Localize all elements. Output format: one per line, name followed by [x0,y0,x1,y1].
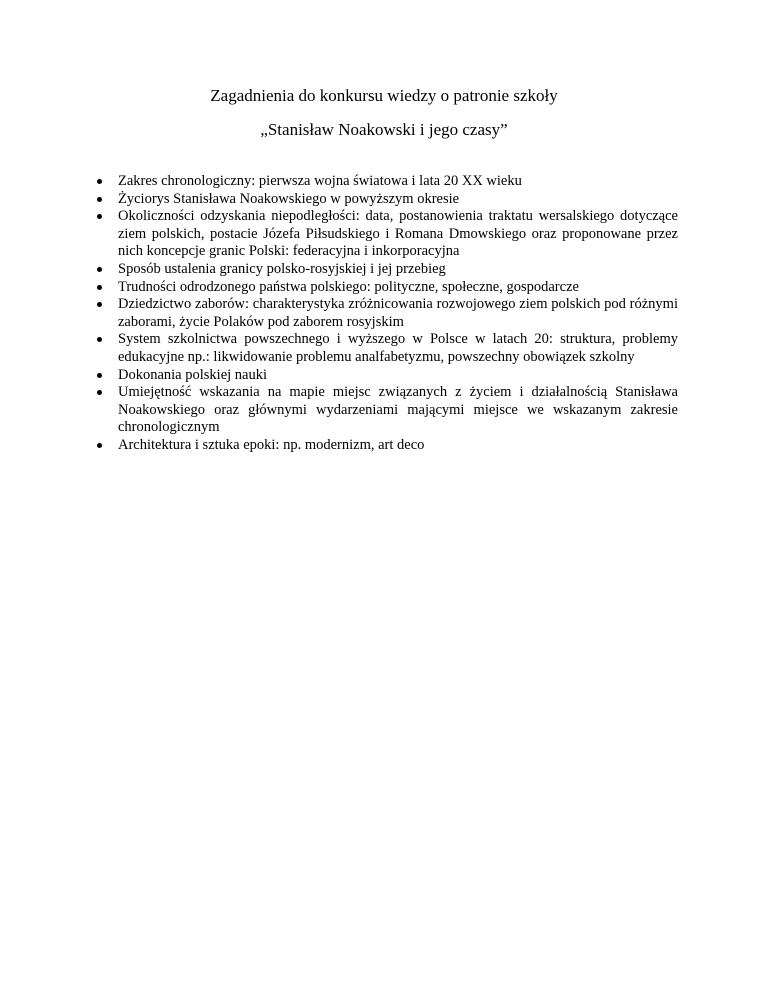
list-item-text: System szkolnictwa powszechnego i wyższego w Polsce w latach 20: struktura, problemy edukacyjne np.: likwidowanie problemu analfabetyzmu, powszechny obowiązek szkolny [118,331,678,365]
list-item-text: Architektura i sztuka epoki: np. modernizm, art deco [118,436,425,453]
list-item [118,437,678,455]
topics-list [118,173,678,455]
list-item-text: Okoliczności odzyskania niepodległości: data, postanowienia traktatu wersalskiego dotyczące ziem polskich, postacie Józefa Piłsudskiego i Romana Dmowskiego oraz proponowane przez nich koncepcje granic Polski: federacyjna i inkorporacyjna [118,208,678,260]
bullet-icon [97,197,102,202]
bullet-icon [97,373,102,378]
bullet-icon [97,267,102,272]
document-subtitle: „Stanisław Noakowski i jego czasy” [260,120,508,139]
bullet-icon [97,337,102,342]
document-title: Zagadnienia do konkursu wiedzy o patronie szkoły [210,86,558,105]
list-item-text: Umiejętność wskazania na mapie miejsc związanych z życiem i działalnością Stanisława Noakowskiego oraz głównymi wydarzeniami mającymi miejsce we wskazanym zakresie chronologicznym [118,384,678,436]
list-item-text: Trudności odrodzonego państwa polskiego: polityczne, społeczne, gospodarcze [118,278,579,295]
list-item [118,331,678,366]
list-item-text: Zakres chronologiczny: pierwsza wojna światowa i lata 20 XX wieku [118,173,522,189]
list-item-text: Dokonania polskiej nauki [118,366,268,383]
bullet-icon [97,443,102,448]
list-item [118,384,678,437]
bullet-icon [97,390,102,395]
bullet-icon [97,302,102,307]
bullet-icon [97,285,102,290]
list-item-text: Dziedzictwo zaborów: charakterystyka zróżnicowania rozwojowego ziem polskich pod różnymi zaborami, życie Polaków pod zaborem rosyjskim [118,296,678,330]
list-item-text: Sposób ustalenia granicy polsko-rosyjskiej i jej przebieg [118,260,446,277]
list-item [118,173,678,191]
bullet-icon [97,179,102,184]
list-item-text: Życiorys Stanisława Noakowskiego w powyższym okresie [118,190,460,207]
list-item [118,279,678,297]
list-item [118,261,678,279]
list-item [118,367,678,385]
bullet-icon [97,214,102,219]
list-item [118,191,678,209]
list-item [118,296,678,331]
list-item [118,208,678,261]
